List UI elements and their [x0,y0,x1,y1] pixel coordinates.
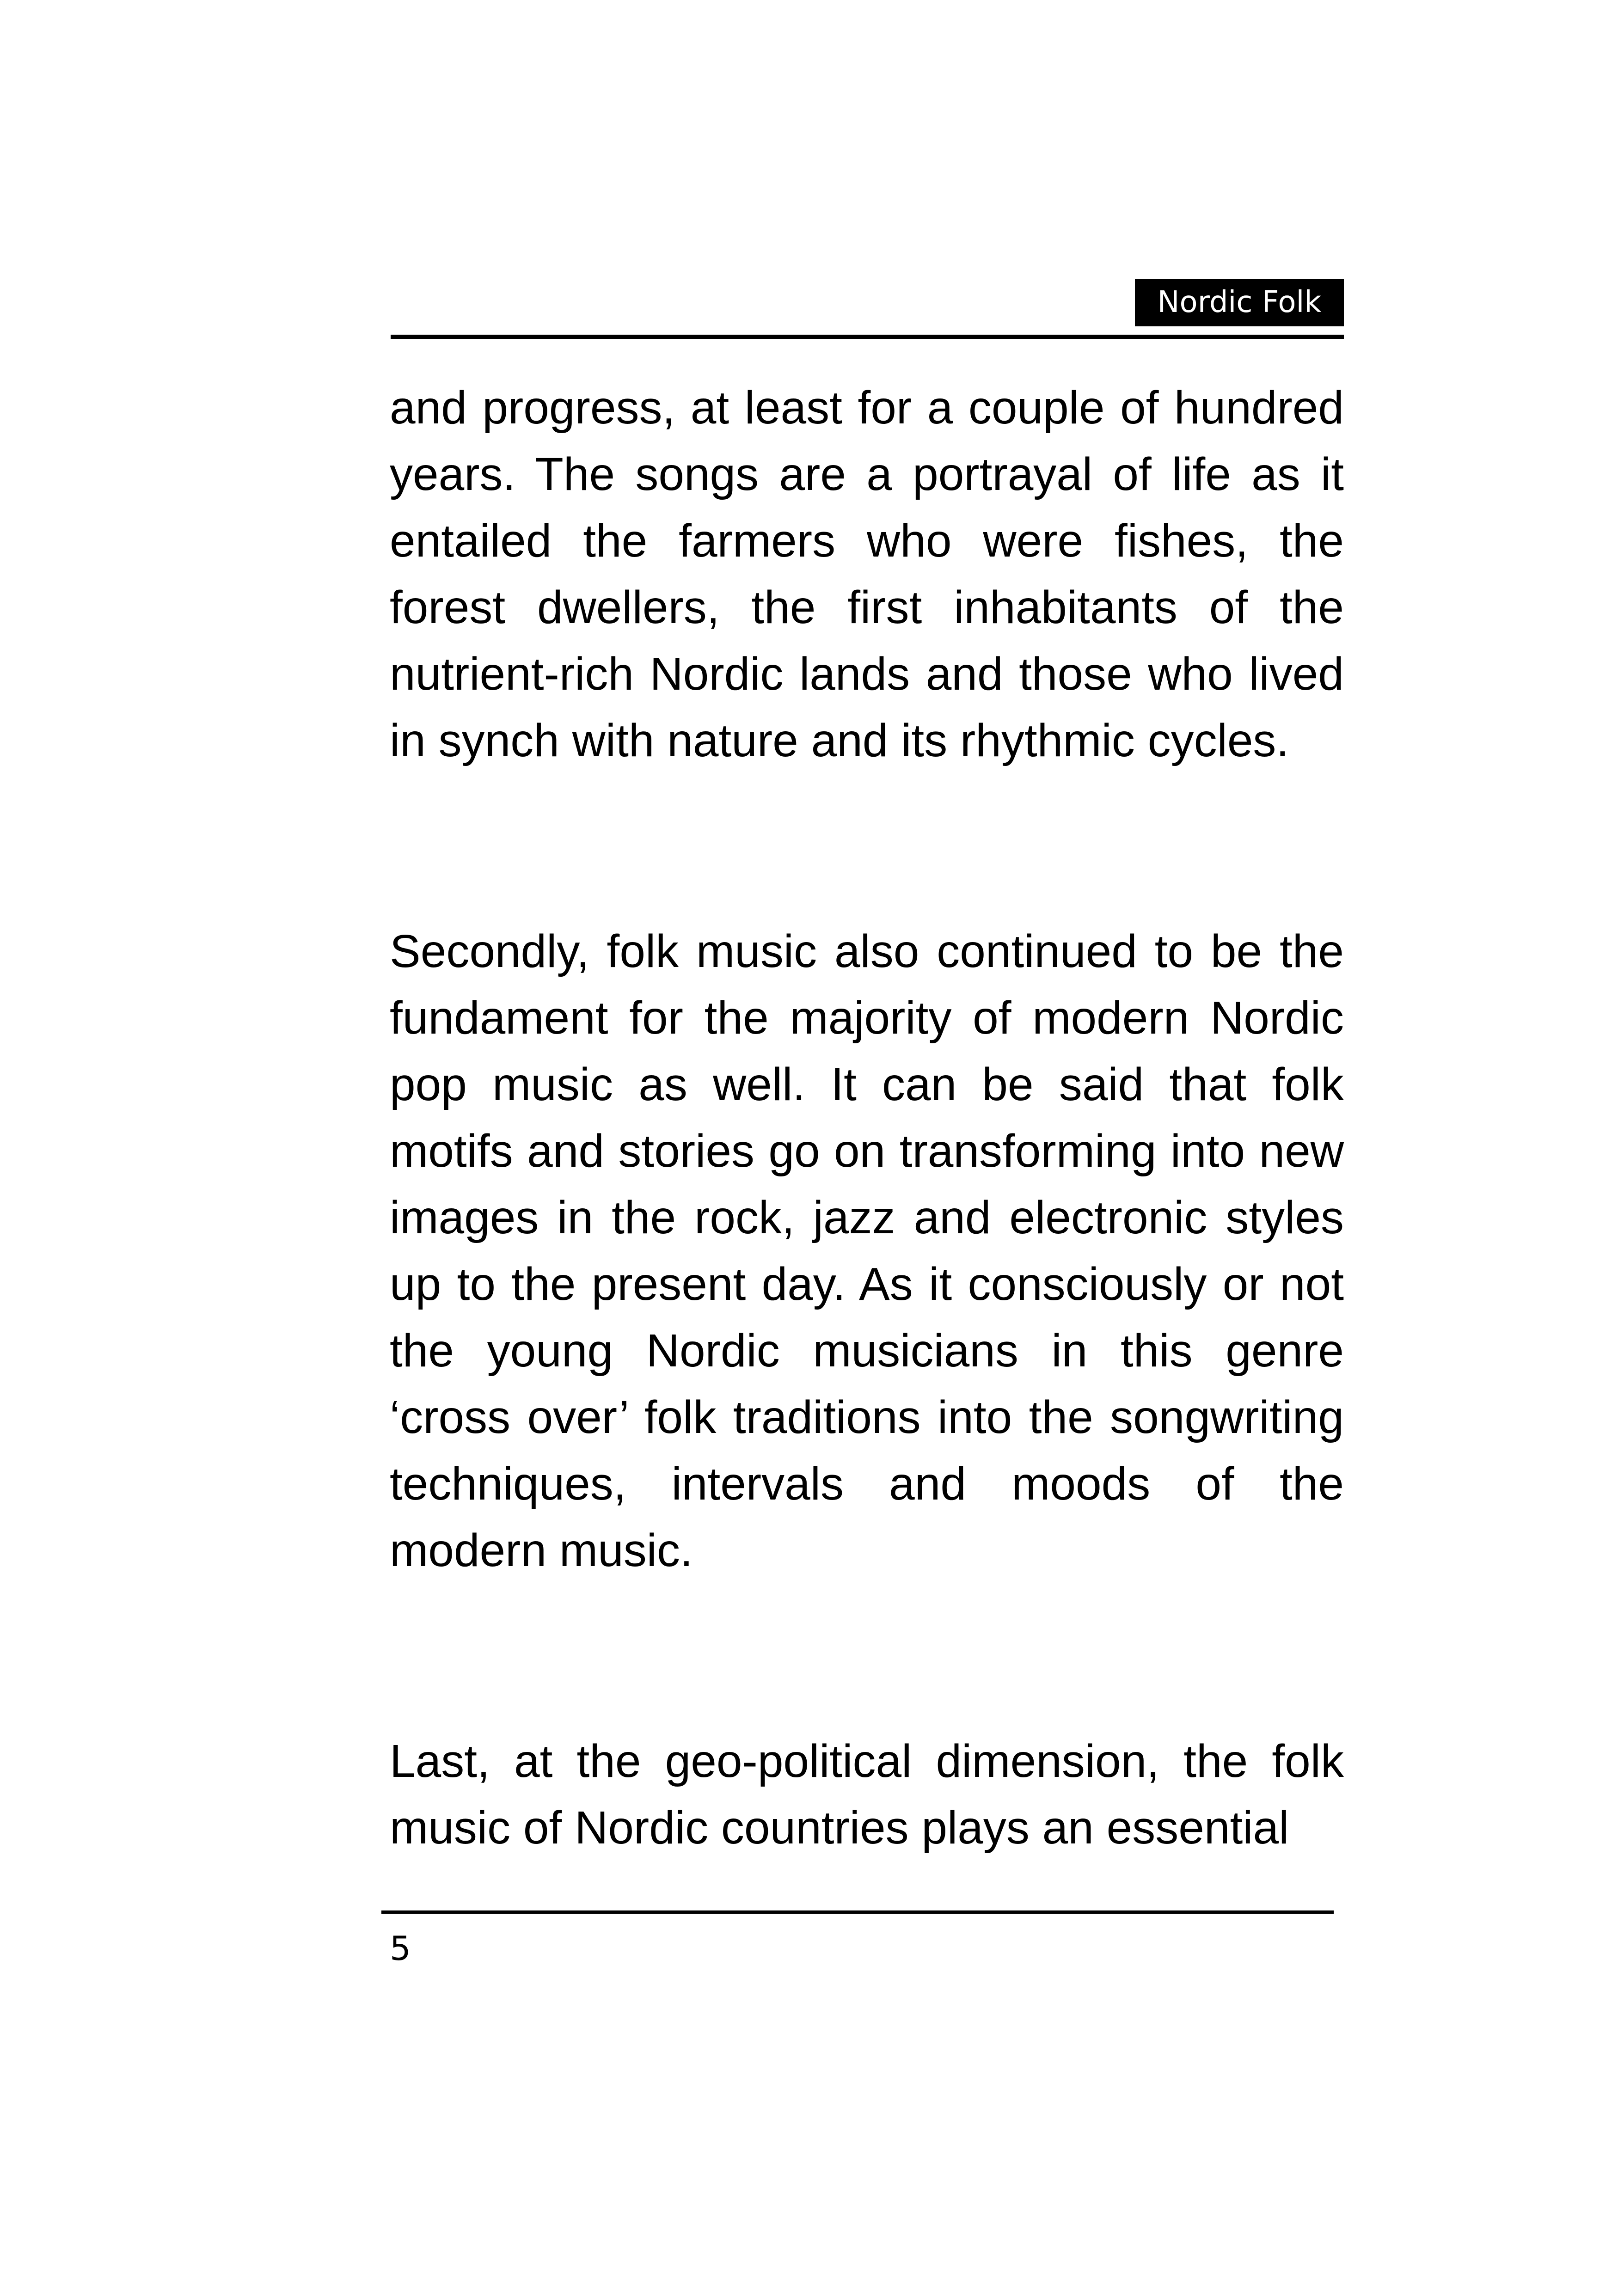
body-paragraph-2: Secondly, folk music also continued to be the fundament for the majority of modern Nordic pop music as well. It can be said that folk motifs and stories go on transforming into new images in the rock, jazz and electronic styles up to the present day. As it consciously or not the young Nordic musicians in this genre ‘cross over’ folk traditions into the songwriting techniques, intervals and moods of the modern music. [390,925,1344,1576]
body-paragraph-3: Last, at the geo-political dimension, the folk music of Nordic countries plays an essential [390,1735,1344,1854]
header-rule [391,335,1344,339]
section-header-label: Nordic Folk [1135,279,1344,326]
body-paragraph-1: and progress, at least for a couple of hundred years. The songs are a portrayal of life as it entailed the farmers who were fishes, the forest dwellers, the first inhabitants of the nutrient-rich Nordic lands and those who lived in synch with nature and its rhythmic cycles. [390,382,1344,766]
page-number: 5 [390,1929,411,1968]
footer-rule [381,1910,1334,1914]
